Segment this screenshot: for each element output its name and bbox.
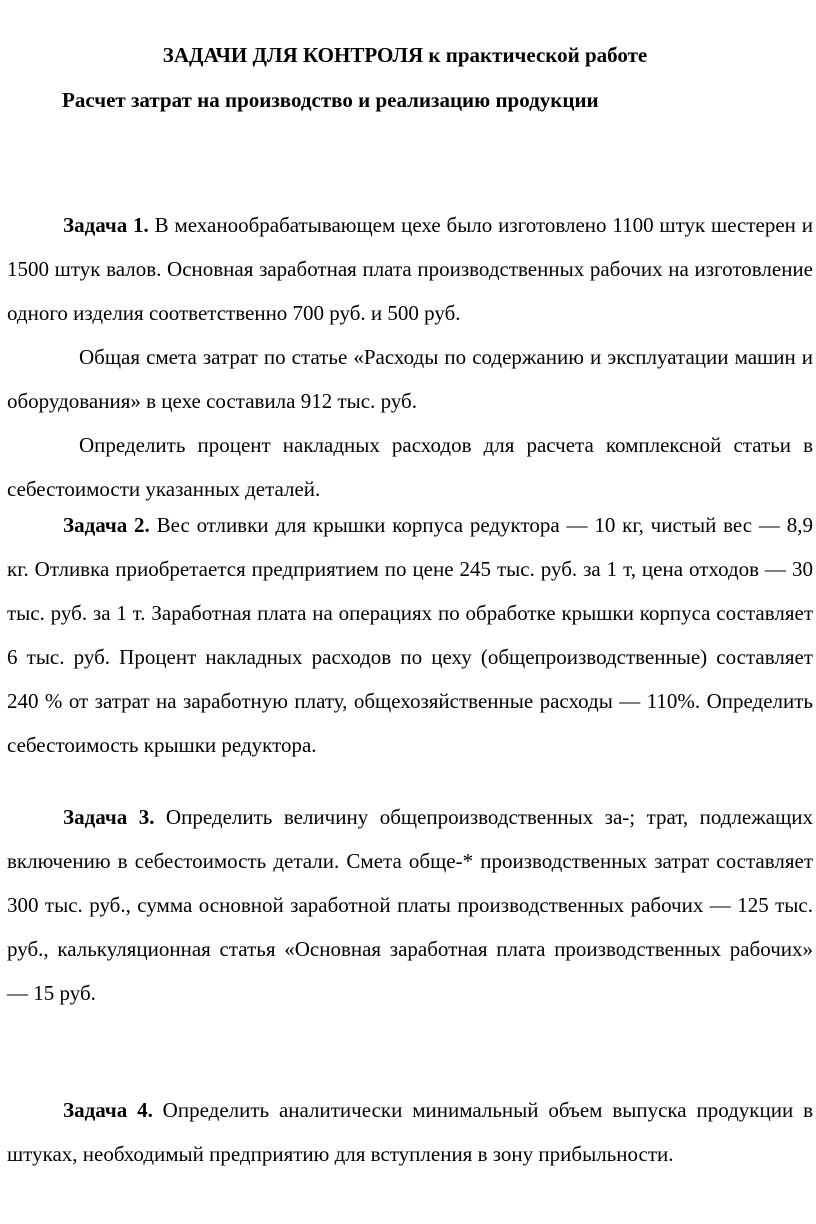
task-4-text: Определить аналитически минимальный объем выпуска продукции в штуках, необходимый предприятию для вступления в зону прибыльности. <box>7 1098 813 1166</box>
task-3-paragraph <box>7 795 813 1015</box>
task-2-text: Вес отливки для крышки корпуса редуктора — 10 кг, чистый вес — 8,9 кг. Отливка приобретается предприятием по цене 245 тыс. руб. за 1 т, цена отходов — 30 тыс. руб. за 1 т. Заработная плата на операциях по обработке крышки корпуса составляет 6 тыс. руб. Процент накладных расходов по цеху (общепроизводственные) составляет 240 % от затрат на заработную плату, общехозяйственные расходы — 110%. Определить себестоимость крышки редуктора. <box>7 513 813 757</box>
task-4-label: Задача 4. <box>63 1098 153 1122</box>
task-1-label: Задача 1. <box>63 213 149 237</box>
task-3-label: Задача 3. <box>63 805 155 829</box>
task-1-paragraph-2: Общая смета затрат по статье «Расходы по содержанию и эксплуатации машин и оборудования» в цехе составила 912 тыс. руб. <box>7 345 813 413</box>
task-1-paragraph <box>7 203 813 335</box>
task-3-text: Определить величину общепроизводственных за-; трат, подлежащих включению в себестоимость детали. Смета обще-* производственных затрат составляет 300 тыс. руб., сумма основной заработной платы производственных рабочих — 125 тыс. руб., калькуляционная статья «Основная заработная плата производственных рабочих» — 15 руб. <box>7 805 813 1005</box>
document-subtitle: Расчет затрат на производство и реализацию продукции <box>62 88 599 112</box>
task-4-paragraph <box>7 1088 813 1176</box>
task-1-text: В механообрабатывающем цехе было изготовлено 1100 штук шестерен и 1500 штук валов. Основная заработная плата производственных рабочих на изготовление одного изделия соответственно 700 руб. и 500 руб. <box>7 213 813 325</box>
task-2-paragraph <box>7 503 813 767</box>
document-title: ЗАДАЧИ ДЛЯ КОНТРОЛЯ к практической работе <box>162 43 648 67</box>
task-1-paragraph-3: Определить процент накладных расходов для расчета комплексной статьи в себестоимости указанных деталей. <box>7 433 813 501</box>
task-2-label: Задача 2. <box>63 513 150 537</box>
